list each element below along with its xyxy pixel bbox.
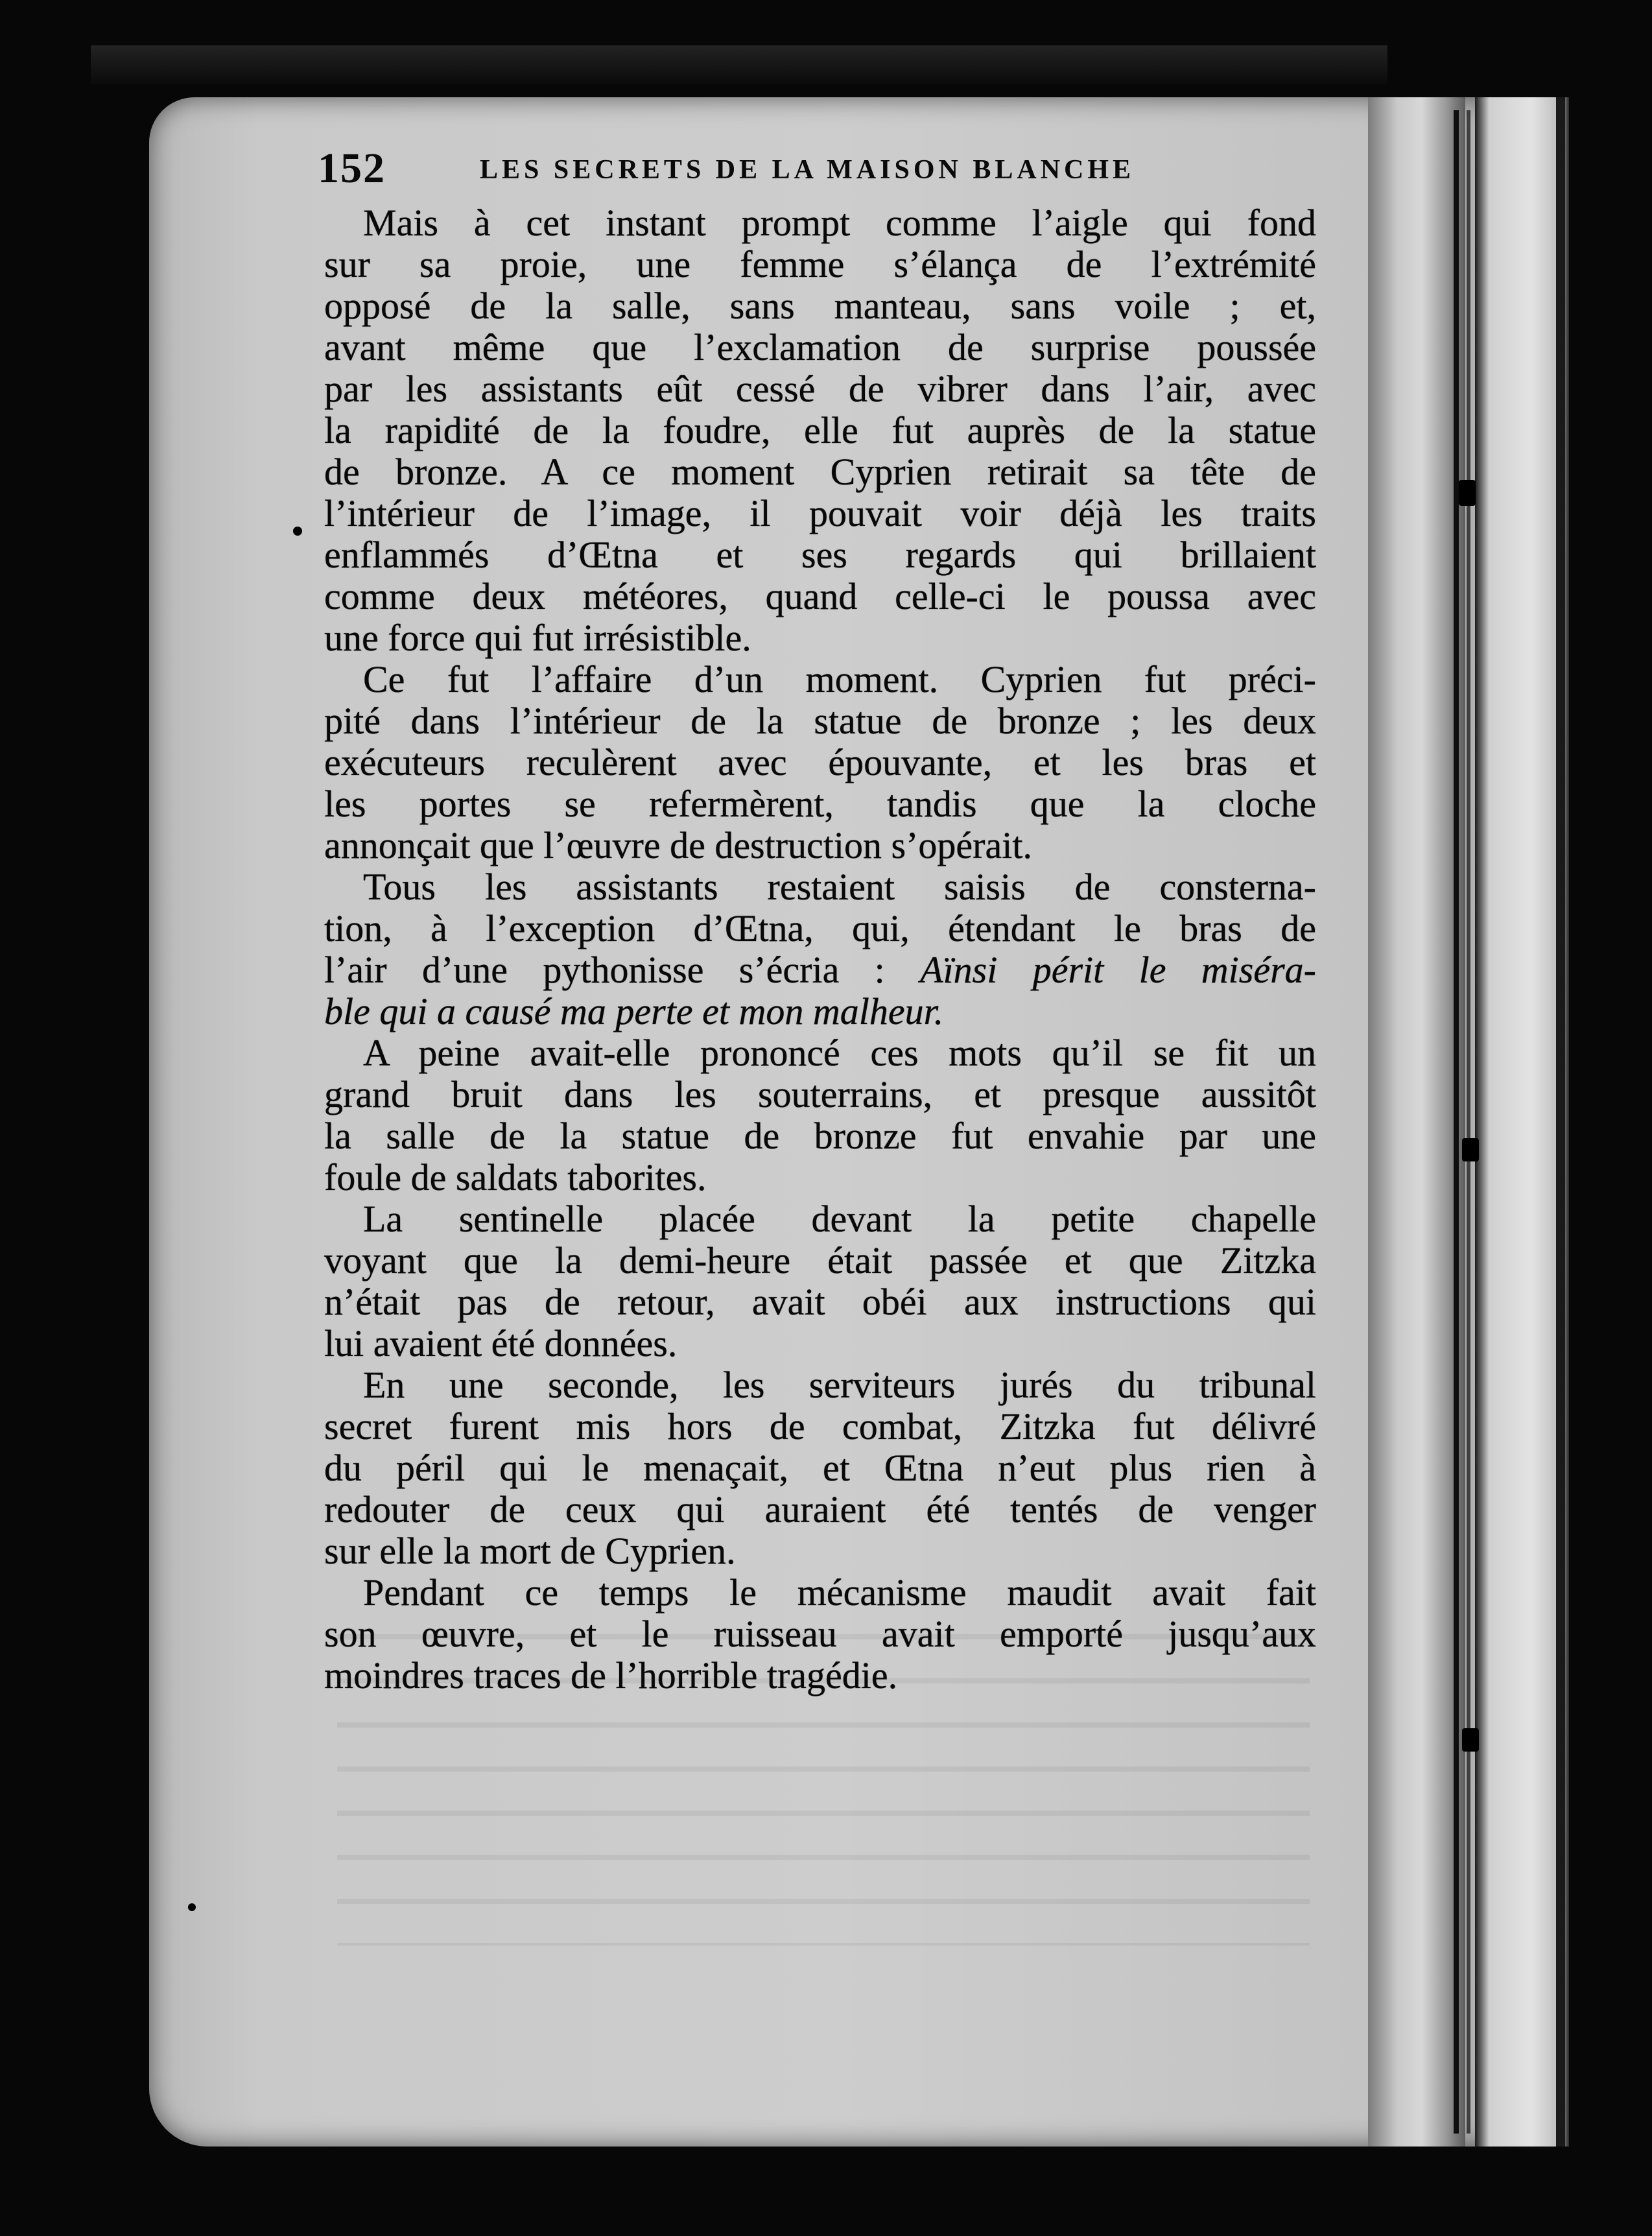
line-text: la rapidité de la foudre, elle fut auprès de la statue <box>324 409 1316 451</box>
fold-crease <box>1454 110 1459 2134</box>
ink-speck <box>188 1903 196 1911</box>
text-line <box>324 202 1316 244</box>
text-line <box>324 451 1316 493</box>
line-text: sur elle la mort de Cyprien. <box>324 1530 736 1572</box>
line-text: En une seconde, les serviteurs jurés du tribunal <box>363 1364 1316 1406</box>
adjacent-page-strip <box>1475 97 1569 2147</box>
line-text: la salle de la statue de bronze fut envahie par une <box>324 1115 1316 1157</box>
text-line <box>324 1655 1316 1696</box>
line-text: du péril qui le menaçait, et Œtna n’eut plus rien à <box>324 1447 1316 1489</box>
line-text: de bronze. A ce moment Cyprien retirait sa tête de <box>324 451 1316 493</box>
line-text: l’air d’une pythonisse s’écria : <box>324 949 885 991</box>
line-text: avant même que l’exclamation de surprise poussée <box>324 326 1316 368</box>
line-text: secret furent mis hors de combat, Zitzka fut délivré <box>324 1405 1316 1447</box>
text-line <box>324 327 1316 368</box>
line-text: pité dans l’intérieur de la statue de bronze ; les deux <box>324 700 1316 742</box>
line-text: A peine avait-elle prononcé ces mots qu’il se fit un <box>363 1032 1316 1074</box>
text-line <box>324 617 1316 659</box>
text-line <box>324 1406 1316 1447</box>
line-text: La sentinelle placée devant la petite chapelle <box>363 1198 1316 1240</box>
text-line <box>324 1281 1316 1323</box>
text-line <box>324 1032 1316 1074</box>
text-line <box>324 1489 1316 1530</box>
text-line <box>324 1074 1316 1115</box>
line-text: annonçait que l’œuvre de destruction s’opérait. <box>324 824 1032 866</box>
line-text: redouter de ceux qui auraient été tentés de venger <box>324 1488 1316 1530</box>
fold-crease <box>1467 110 1470 2134</box>
ink-speck <box>1459 480 1476 506</box>
text-line <box>324 949 1316 991</box>
line-text: Mais à cet instant prompt comme l’aigle qui fond <box>363 202 1316 244</box>
line-text: grand bruit dans les souterrains, et presque aussitôt <box>324 1073 1316 1115</box>
line-text: Tous les assistants restaient saisis de consterna- <box>363 866 1316 908</box>
line-text: par les assistants eût cessé de vibrer dans l’air, avec <box>324 368 1316 410</box>
text-line <box>324 244 1316 285</box>
line-text: les portes se refermèrent, tandis que la cloche <box>324 783 1316 825</box>
text-line <box>324 659 1316 700</box>
text-line <box>324 1447 1316 1489</box>
book-edge <box>91 45 1387 84</box>
text-line <box>324 700 1316 742</box>
line-text: Ce fut l’affaire d’un moment. Cyprien fut préci- <box>363 658 1316 700</box>
text-line <box>324 1323 1316 1364</box>
ink-speck <box>293 527 302 536</box>
line-text: sur sa proie, une femme s’élança de l’extrémité <box>324 243 1316 285</box>
text-line <box>324 1572 1316 1613</box>
running-head: LES SECRETS DE LA MAISON BLANCHE <box>480 155 1135 185</box>
line-text: Pendant ce temps le mécanisme maudit avait fait <box>363 1571 1316 1613</box>
line-text: une force qui fut irrésistible. <box>324 617 751 659</box>
text-line <box>324 991 1316 1032</box>
text-line <box>324 1198 1316 1240</box>
line-text: son œuvre, et le ruisseau avait emporté jusqu’aux <box>324 1613 1316 1655</box>
line-text: l’intérieur de l’image, il pouvait voir déjà les traits <box>324 492 1316 534</box>
line-text: voyant que la demi-heure était passée et que Zitzka <box>324 1239 1316 1281</box>
line-text: exécuteurs reculèrent avec épouvante, et les bras et <box>324 741 1316 783</box>
text-line <box>324 866 1316 908</box>
text-line <box>324 534 1316 576</box>
text-line <box>324 1364 1316 1406</box>
text-line <box>324 1240 1316 1281</box>
text-line <box>324 1157 1316 1198</box>
line-text: enflammés d’Œtna et ses regards qui brillaient <box>324 534 1316 576</box>
strip-edge <box>1556 97 1565 2147</box>
line-text: n’était pas de retour, avait obéi aux instructions qui <box>324 1281 1316 1323</box>
ink-speck <box>1462 1138 1479 1161</box>
line-text: comme deux météores, quand celle-ci le poussa avec <box>324 575 1316 617</box>
text-line <box>324 1115 1316 1157</box>
line-italic-text: ble qui a causé ma perte et mon malheur. <box>324 990 944 1032</box>
line-text: tion, à l’exception d’Œtna, qui, étendant le bras de <box>324 907 1316 949</box>
page-fold <box>1368 97 1465 2147</box>
text-line <box>324 742 1316 783</box>
page-number: 152 <box>318 145 386 192</box>
text-line <box>324 285 1316 327</box>
ink-speck <box>1462 1728 1479 1752</box>
line-text: moindres traces de l’horrible tragédie. <box>324 1654 898 1696</box>
text-line <box>324 493 1316 534</box>
line-italic-text: Aïnsi périt le miséra- <box>920 949 1316 991</box>
line-text: opposé de la salle, sans manteau, sans voile ; et, <box>324 285 1316 327</box>
text-line <box>324 410 1316 451</box>
page-header <box>318 144 1225 196</box>
line-text: lui avaient été données. <box>324 1322 678 1364</box>
text-line <box>324 368 1316 410</box>
text-line <box>324 783 1316 825</box>
text-line <box>324 908 1316 949</box>
body-text <box>324 202 1316 1696</box>
text-line <box>324 1530 1316 1572</box>
text-line <box>324 576 1316 617</box>
line-text: foule de saldats taborites. <box>324 1156 707 1198</box>
text-line <box>324 1613 1316 1655</box>
text-line <box>324 825 1316 866</box>
